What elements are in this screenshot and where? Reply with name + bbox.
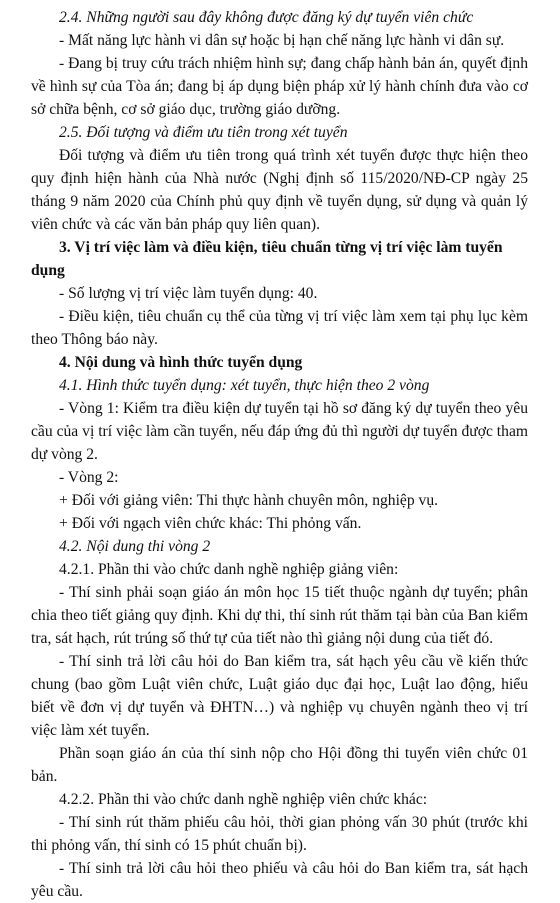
paragraph: 4.2.1. Phần thi vào chức danh nghề nghiệp giảng viên:: [59, 561, 399, 578]
paragraph: - Vòng 2:: [59, 469, 119, 486]
section-heading-3: 3. Vị trí việc làm và điều kiện, tiêu chuẩn từng vị trí việc làm tuyển dụng: [31, 239, 503, 279]
section-heading-2-4: 2.4. Những người sau đây không được đăng ký dự tuyển viên chức: [59, 9, 474, 26]
paragraph: - Đang bị truy cứu trách nhiệm hình sự; đang chấp hành bản án, quyết định về hình sự của Tòa án; đang bị áp dụng biện pháp xử lý hành chính đưa vào cơ sở chữa bệnh, cơ sở giáo dục, trường giáo dưỡng.: [31, 55, 528, 118]
paragraph: - Số lượng vị trí việc làm tuyển dụng: 40.: [59, 285, 318, 302]
paragraph: - Vòng 1: Kiểm tra điều kiện dự tuyển tại hồ sơ đăng ký dự tuyển theo yêu cầu của vị trí việc làm cần tuyển, nếu đáp ứng đủ thì người dự tuyển được tham dự vòng 2.: [31, 400, 528, 463]
paragraph: - Thí sinh trả lời câu hỏi do Ban kiểm tra, sát hạch yêu cầu về kiến thức chung (bao gồm Luật viên chức, Luật giáo dục đại học, Luật lao động, hiểu biết về đơn vị dự tuyển và ĐHTN…) và nghiệp vụ chuyên ngành theo vị trí việc làm xét tuyển.: [31, 653, 528, 739]
paragraph: + Đối với giảng viên: Thi thực hành chuyên môn, nghiệp vụ.: [59, 492, 439, 509]
paragraph: Đối tượng và điểm ưu tiên trong quá trình xét tuyển được thực hiện theo quy định hiện hành của Nhà nước (Nghị định số 115/2020/NĐ-CP ngày 25 tháng 9 năm 2020 của Chính phủ quy định về tuyển dụng, sử dụng và quản lý viên chức và các văn bản pháp quy liên quan).: [31, 147, 528, 233]
paragraph: - Thí sinh trả lời câu hỏi theo phiếu và câu hỏi do Ban kiểm tra, sát hạch yêu cầu.: [31, 860, 528, 900]
paragraph: + Đối với ngạch viên chức khác: Thi phỏng vấn.: [59, 515, 362, 532]
paragraph: - Mất năng lực hành vi dân sự hoặc bị hạn chế năng lực hành vi dân sự.: [59, 32, 505, 49]
paragraph: - Thí sinh phải soạn giáo án môn học 15 tiết thuộc ngành dự tuyển; phân chia theo tiết giảng quy định. Khi dự thi, thí sinh rút thăm tại bàn của Ban kiểm tra, sát hạch, rút trúng số thứ tự của tiết nào thì giảng nội dung của tiết đó.: [31, 584, 528, 647]
section-heading-4: 4. Nội dung và hình thức tuyển dụng: [59, 354, 303, 371]
paragraph: - Điều kiện, tiêu chuẩn cụ thể của từng vị trí việc làm xem tại phụ lục kèm theo Thông báo này.: [31, 308, 528, 348]
section-heading-4-1: 4.1. Hình thức tuyển dụng: xét tuyển, thực hiện theo 2 vòng: [59, 377, 430, 394]
paragraph: - Thí sinh rút thăm phiếu câu hỏi, thời gian phỏng vấn 30 phút (trước khi thi phỏng vấn, thí sinh có 15 phút chuẩn bị).: [31, 814, 528, 854]
section-heading-4-2: 4.2. Nội dung thi vòng 2: [59, 538, 211, 555]
paragraph: 4.2.2. Phần thi vào chức danh nghề nghiệp viên chức khác:: [59, 791, 428, 808]
paragraph: Phần soạn giáo án của thí sinh nộp cho Hội đồng thi tuyển viên chức 01 bản.: [31, 745, 528, 785]
section-heading-2-5: 2.5. Đối tượng và điểm ưu tiên trong xét tuyển: [59, 124, 348, 141]
